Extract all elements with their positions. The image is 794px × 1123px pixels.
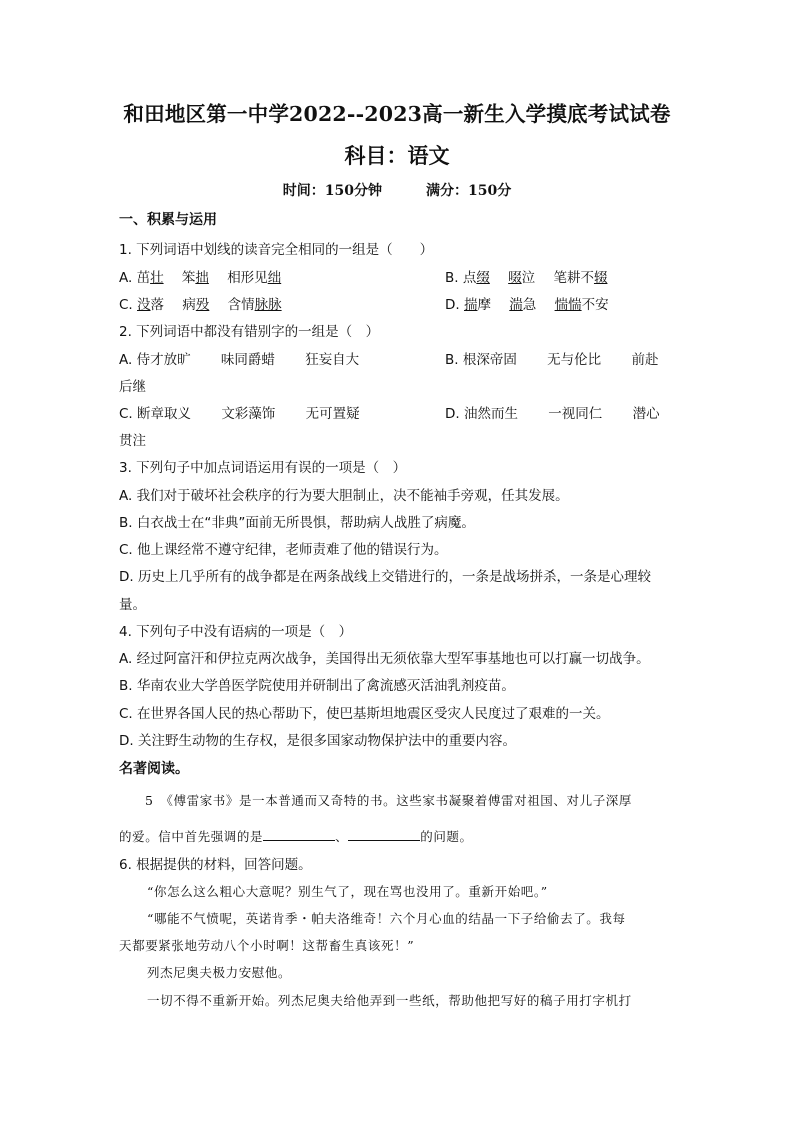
- q1-option-d: D. 揣摩 湍急 惴惴不安: [445, 297, 609, 313]
- q2-option-c: C. 断章取义 文彩藻饰 无可置疑: [119, 406, 360, 422]
- score-label: 满分：150分: [426, 183, 512, 199]
- q6-passage-p2b: 天都要紧张地劳动八个小时啊！这帮畜生真该死！”: [119, 938, 415, 953]
- time-label: 时间：150分钟: [282, 183, 382, 199]
- q4-option-a: A. 经过阿富汗和伊拉克两次战争，美国得出无须依靠大型军事基地也可以打赢一切战争。: [119, 651, 650, 667]
- answer-blank-2[interactable]: [348, 828, 420, 841]
- q3-option-c: C. 他上课经常不遵守纪律，老师责难了他的错误行为。: [119, 542, 448, 558]
- q6-passage-p2a: “哪能不气愤呢，英诺肯季・帕夫洛维奇！六个月心血的结晶一下子给偷去了。我每: [147, 911, 626, 926]
- q2-option-d: D. 油然而生 一视同仁 潜心: [445, 406, 660, 422]
- q4-option-d: D. 关注野生动物的生存权，是很多国家动物保护法中的重要内容。: [119, 733, 516, 749]
- q4-option-b: B. 华南农业大学兽医学院使用并研制出了禽流感灭活油乳剂疫苗。: [119, 678, 515, 694]
- subject-line: 科目：语文: [344, 143, 450, 168]
- q6-passage-p1: “你怎么这么粗心大意呢？别生气了，现在骂也没用了。重新开始吧。”: [147, 884, 548, 899]
- section-heading-accumulation: 一、积累与运用: [119, 212, 217, 228]
- question-1-stem: 1. 下列词语中划线的读音完全相同的一组是（ ）: [119, 242, 434, 258]
- question-4-stem: 4. 下列句子中没有语病的一项是（ ）: [119, 624, 353, 640]
- time-score-line: [0, 180, 794, 200]
- q4-option-c: C. 在世界各国人民的热心帮助下，使巴基斯坦地震区受灾人民度过了艰难的一关。: [119, 706, 610, 722]
- q5-line-1: 5 《傅雷家书》是一本普通而又奇特的书。这些家书凝聚着傅雷对祖国、对儿子深厚: [145, 793, 633, 808]
- q2-option-b-continued: 后继: [119, 379, 146, 395]
- answer-blank-1[interactable]: [263, 828, 335, 841]
- section-heading-classics: 名著阅读。: [119, 761, 189, 777]
- q2-option-a: A. 侍才放旷 味同爵蜡 狂妄自大: [119, 352, 360, 368]
- exam-title: 和田地区第一中学2022--2023高一新生入学摸底考试试卷: [123, 102, 671, 126]
- q6-passage-p3: 列杰尼奥夫极力安慰他。: [147, 965, 292, 980]
- q2-option-d-continued: 贯注: [119, 433, 146, 449]
- q1-option-b: B. 点缀 啜泣 笔耕不辍: [445, 270, 608, 286]
- q2-option-b: B. 根深帝固 无与伦比 前赴: [445, 352, 659, 368]
- q1-option-a: A. 茁壮 笨拙 相形见绌: [119, 270, 282, 286]
- q6-passage-p4: 一切不得不重新开始。列杰尼奥夫给他弄到一些纸，帮助他把写好的稿子用打字机打: [147, 993, 632, 1008]
- q3-option-d-continued: 量。: [119, 597, 146, 613]
- q3-option-b: B. 白衣战士在“非典”面前无所畏惧，帮助病人战胜了病魔。: [119, 515, 475, 531]
- q1-option-c: C. 没落 病殁 含情脉脉: [119, 297, 282, 313]
- q5-line-2: 的爱。信中首先强调的是 、 的问题。: [119, 829, 473, 844]
- q3-option-d: D. 历史上几乎所有的战争都是在两条战线上交错进行的，一条是战场拼杀，一条是心理较: [119, 569, 651, 585]
- q3-option-a: A. 我们对于破坏社会秩序的行为要大胆制止，决不能袖手旁观，任其发展。: [119, 488, 569, 504]
- question-2-stem: 2. 下列词语中都没有错别字的一组是（ ）: [119, 324, 380, 340]
- question-6-stem: 6. 根据提供的材料，回答问题。: [119, 857, 312, 873]
- question-3-stem: 3. 下列句子中加点词语运用有误的一项是（ ）: [119, 460, 407, 476]
